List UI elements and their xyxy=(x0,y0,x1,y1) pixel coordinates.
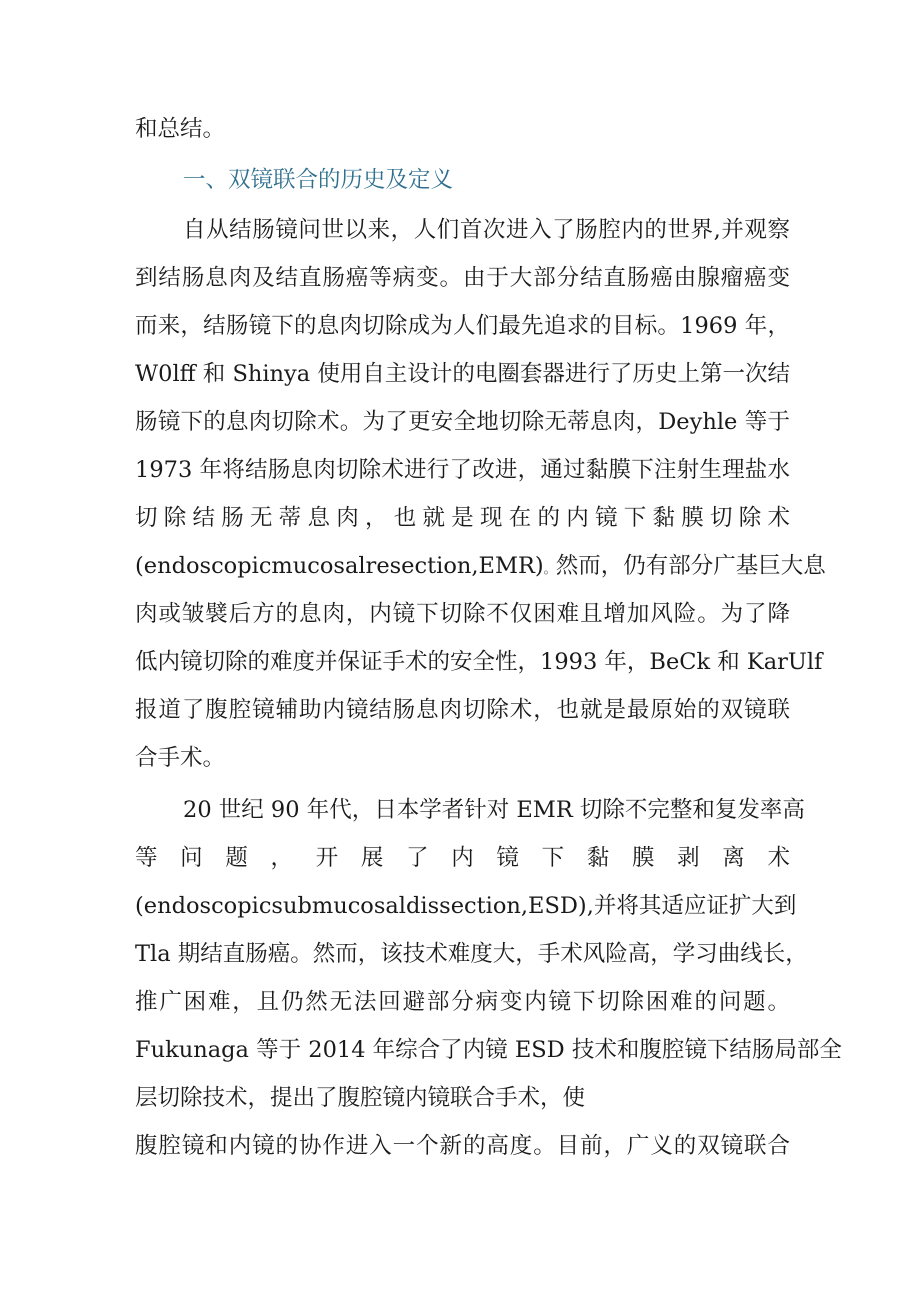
section-heading: 一、双镜联合的历史及定义 xyxy=(183,167,454,193)
paragraph-1-line-12: 合手术。 xyxy=(135,745,226,771)
paragraph-1-line-7: 切除结肠无蒂息肉，也就是现在的内镜下黏膜切除术 xyxy=(135,505,790,531)
paragraph-1-line-4: W0lff 和 Shinya 使用自主设计的电圈套器进行了历史上第一次结 xyxy=(135,361,790,387)
emr-term: (endoscopicmucosalresection,EMR) xyxy=(135,553,544,579)
small-period: 。 xyxy=(543,562,556,576)
paragraph-2-line-6: Fukunaga 等于 2014 年综合了内镜 ESD 技术和腹腔镜下结肠局部全 xyxy=(135,1037,842,1063)
paragraph-1-line-2: 到结肠息肉及结直肠癌等病变。由于大部分结直肠癌由腺瘤癌变 xyxy=(135,265,790,291)
paragraph-2-line-5: 推广困难，且仍然无法回避部分病变内镜下切除困难的问题。 xyxy=(135,989,790,1015)
paragraph-2-line-1: 20 世纪 90 年代，日本学者针对 EMR 切除不完整和复发率高 xyxy=(183,797,805,823)
paragraph-1-line-1: 自从结肠镜问世以来，人们首次进入了肠腔内的世界,并观察 xyxy=(183,217,790,243)
intro-tail-line: 和总结。 xyxy=(135,116,226,142)
paragraph-1-line-3: 而来，结肠镜下的息肉切除成为人们最先追求的目标。1969 年， xyxy=(135,313,790,339)
paragraph-1-line-9: 肉或皱襞后方的息肉，内镜下切除不仅困难且增加风险。为了降 xyxy=(135,601,790,627)
paragraph-1-line-8 xyxy=(135,551,826,584)
paragraph-1-line-10: 低内镜切除的难度并保证手术的安全性，1993 年，BeCk 和 KarUlf xyxy=(135,649,823,675)
paragraph-2-line-7: 层切除技术，提出了腹腔镜内镜联合手术，使 xyxy=(135,1085,586,1111)
paragraph-1-line-11: 报道了腹腔镜辅助内镜结肠息肉切除术，也就是最原始的双镜联 xyxy=(135,697,790,723)
emr-continuation: 然而，仍有部分广基巨大息 xyxy=(555,553,826,579)
paragraph-2-line-4: Tla 期结直肠癌。然而，该技术难度大，手术风险高，学习曲线长， xyxy=(135,941,808,967)
paragraph-2-line-3: (endoscopicsubmucosaldissection,ESD),并将其适应证扩大到 xyxy=(135,893,797,919)
paragraph-2-line-8: 腹腔镜和内镜的协作进入一个新的高度。目前，广义的双镜联合 xyxy=(135,1133,790,1159)
paragraph-1-line-6: 1973 年将结肠息肉切除术进行了改进，通过黏膜下注射生理盐水 xyxy=(135,457,790,483)
paragraph-2-line-2: 等问题，开展了内镜下黏膜剥离术 xyxy=(135,845,790,871)
paragraph-1-line-5: 肠镜下的息肉切除术。为了更安全地切除无蒂息肉，Deyhle 等于 xyxy=(135,409,790,435)
